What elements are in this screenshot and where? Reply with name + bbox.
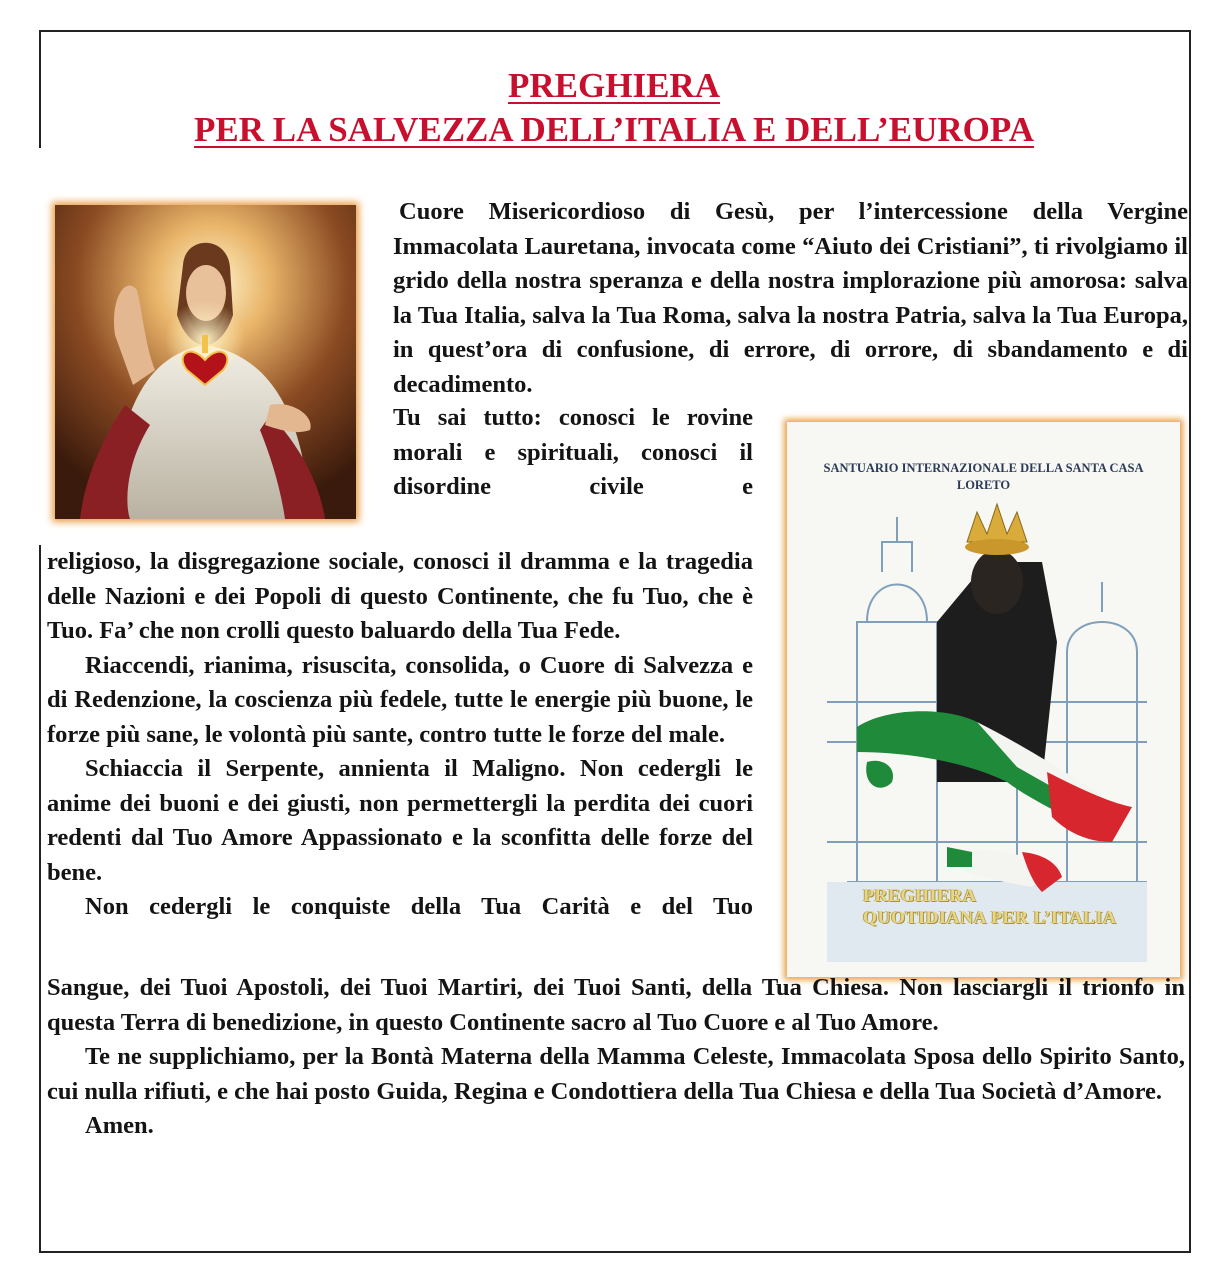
- title-line-1: PREGHIERA: [508, 66, 720, 105]
- prayer-middle-column: [47, 545, 753, 925]
- prayer-booklet-cover-image: [787, 422, 1180, 977]
- prayer-amen: Amen.: [85, 1112, 154, 1139]
- sacred-heart-image: [55, 205, 356, 519]
- cover-header-line-1: SANTUARIO INTERNAZIONALE DELLA SANTA CASA: [823, 461, 1144, 475]
- prayer-paragraph-5-start: Non cedergli le conquiste della Tua Carità e del Tuo: [85, 893, 753, 920]
- page-border-left-bottom: [39, 545, 41, 1253]
- cover-footer: [863, 884, 1117, 928]
- prayer-paragraph-2-end: religioso, la disgregazione sociale, conosci il dramma e la tragedia delle Nazioni e dei Popoli di questo Continente, che fu Tuo, che è Tuo. Fa’ che non crolli questo baluardo della Tua Fede.: [47, 548, 753, 644]
- cover-footer-line-2: QUOTIDIANA PER L’ITALIA: [863, 907, 1117, 927]
- prayer-paragraph-6: Te ne supplichiamo, per la Bontà Materna della Mamma Celeste, Immacolata Sposa dello Spirito Santo, cui nulla rifiuti, e che hai posto Guida, Regina e Condottiera della Tua Chiesa e della Tua Società d’Amore.: [47, 1043, 1185, 1105]
- prayer-paragraph-4: Schiaccia il Serpente, annienta il Maligno. Non cedergli le anime dei buoni e dei giusti, non permettergli la perdita dei cuori redenti dal Tuo Amore Appassionato e la sconfitta delle forze del bene.: [47, 755, 753, 886]
- prayer-paragraph-2-start: Tu sai tutto: conosci le rovine morali e spirituali, conosci il disordine civile e: [393, 404, 753, 500]
- cover-header-line-2: LORETO: [956, 478, 1011, 492]
- prayer-paragraph-3: Riaccendi, rianima, risuscita, consolida, o Cuore di Salvezza e di Redenzione, la coscienza più fedele, tutte le energie più buone, le forze più sane, le volontà più sante, contro tutte le forze del male.: [47, 651, 753, 748]
- title-line-2: PER LA SALVEZZA DELL’ITALIA E DELL’EUROPA: [194, 110, 1034, 149]
- prayer-bottom-block: [47, 971, 1185, 1144]
- cover-header: [787, 460, 1180, 494]
- cover-footer-line-1: PREGHIERA: [863, 885, 977, 905]
- prayer-paragraph-5-end: Sangue, dei Tuoi Apostoli, dei Tuoi Martiri, dei Tuoi Santi, della Tua Chiesa. Non lasciargli il trionfo in questa Terra di benedizione, in questo Continente sacro al Tuo Cuore e al Tuo Amore.: [47, 974, 1185, 1036]
- prayer-paragraph-1: Cuore Misericordioso di Gesù, per l’intercessione della Vergine Immacolata Lauretana, invocata come “Aiuto dei Cristiani”, ti rivolgiamo il grido della nostra speranza e della nostra implorazione più amorosa: salva la Tua Italia, salva la Tua Roma, salva la nostra Patria, salva la Tua Europa, in quest’ora di confusione, di errore, di orrore, di sbandamento e di decadimento.: [393, 198, 1188, 398]
